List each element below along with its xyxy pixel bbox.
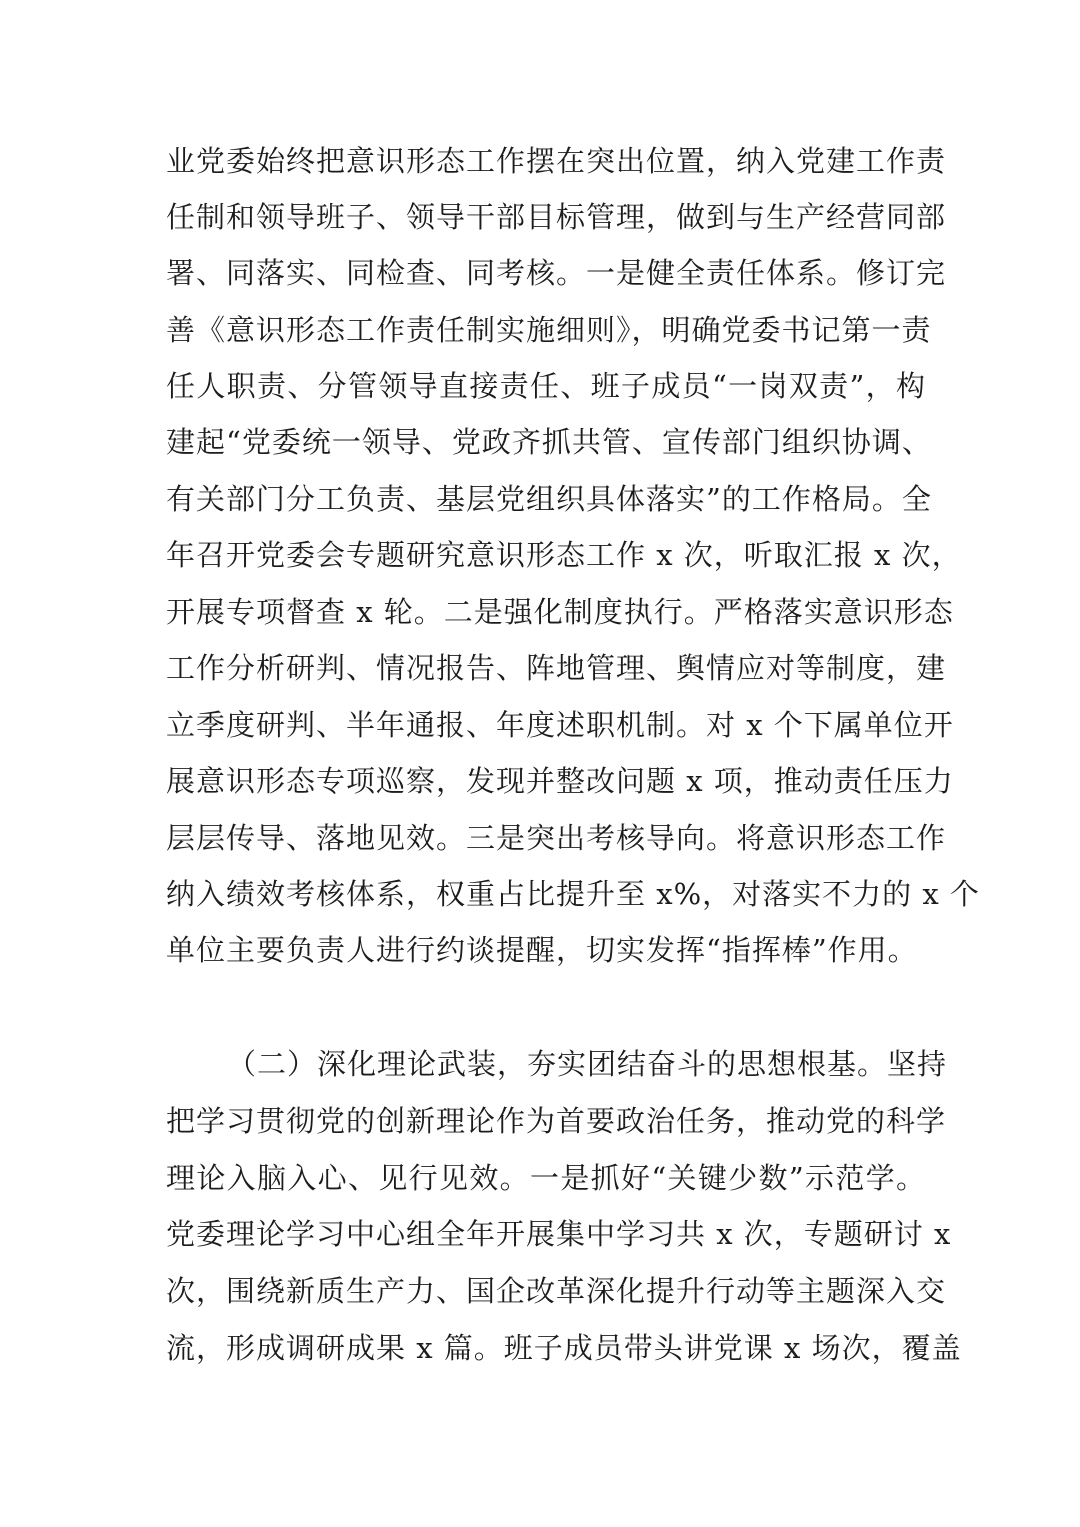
paragraph-1-line-5: 任人职责、分管领导直接责任、班子成员“一岗双责”，构	[166, 369, 926, 403]
paragraph-1-line-1: 业党委始终把意识形态工作摆在突出位置，纳入党建工作责	[166, 144, 947, 178]
paragraph-1-line-15: 单位主要负责人进行约谈提醒，切实发挥“指挥棒”作用。	[166, 933, 918, 967]
paragraph-1-line-14: 纳入绩效考核体系，权重占比提升至 x%，对落实不力的 x 个	[166, 877, 980, 911]
paragraph-1-line-2: 任制和领导班子、领导干部目标管理，做到与生产经营同部	[166, 200, 947, 234]
paragraph-1-line-13: 层层传导、落地见效。三是突出考核导向。将意识形态工作	[166, 821, 947, 855]
paragraph-2-line-2: 把学习贯彻党的创新理论作为首要政治任务，推动党的科学	[166, 1104, 947, 1138]
paragraph-1-line-12: 展意识形态专项巡察，发现并整改问题 x 项，推动责任压力	[166, 764, 954, 798]
paragraph-1-line-10: 工作分析研判、情况报告、阵地管理、舆情应对等制度，建	[166, 651, 947, 685]
paragraph-2-line-6: 流，形成调研成果 x 篇。班子成员带头讲党课 x 场次，覆盖	[166, 1331, 962, 1365]
paragraph-1-line-9: 开展专项督查 x 轮。二是强化制度执行。严格落实意识形态	[166, 595, 954, 629]
paragraph-1-line-4: 善《意识形态工作责任制实施细则》，明确党委书记第一责	[166, 313, 932, 347]
paragraph-1-line-3: 署、同落实、同检查、同考核。一是健全责任体系。修订完	[166, 256, 947, 290]
paragraph-1-line-11: 立季度研判、半年通报、年度述职机制。对 x 个下属单位开	[166, 708, 954, 742]
paragraph-1-line-6: 建起“党委统一领导、党政齐抓共管、宣传部门组织协调、	[166, 425, 932, 459]
paragraph-2-line-3: 理论入脑入心、见行见效。一是抓好“关键少数”示范学。	[166, 1161, 926, 1195]
paragraph-1-line-8: 年召开党委会专题研究意识形态工作 x 次，听取汇报 x 次，	[166, 538, 962, 572]
paragraph-2-line-5: 次，围绕新质生产力、国企改革深化提升行动等主题深入交	[166, 1274, 947, 1308]
paragraph-1-line-7: 有关部门分工负责、基层党组织具体落实”的工作格局。全	[166, 482, 932, 516]
paragraph-2-line-1: （二）深化理论武装，夯实团结奋斗的思想根基。坚持	[227, 1047, 948, 1081]
paragraph-2-line-4: 党委理论学习中心组全年开展集中学习共 x 次，专题研讨 x	[166, 1217, 952, 1251]
